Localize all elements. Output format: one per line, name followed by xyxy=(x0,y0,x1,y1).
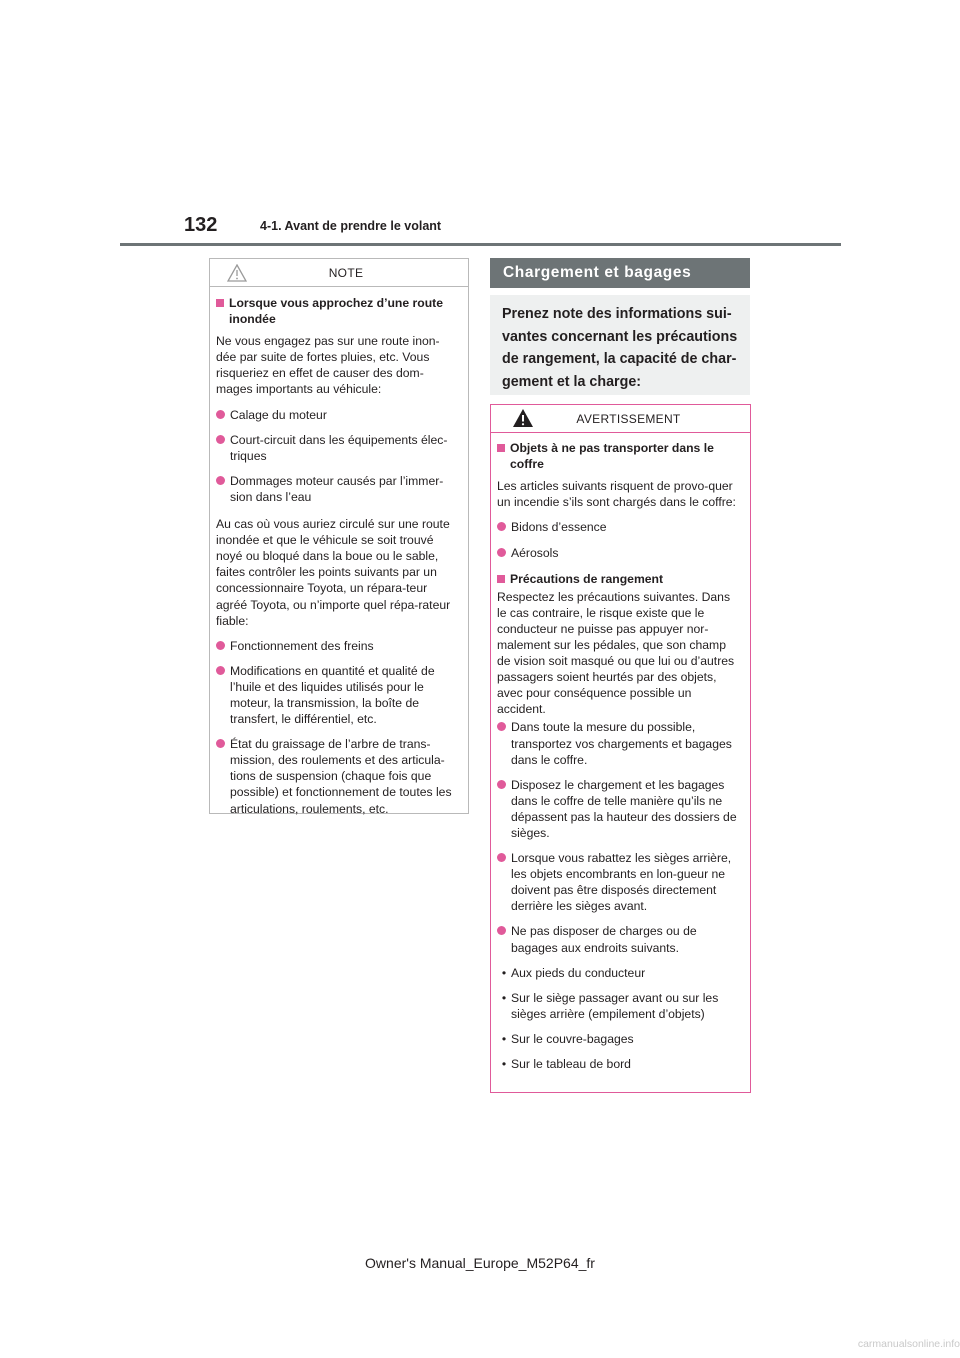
list-item: État du graissage de l’arbre de trans-mission, des roulements et des articula-tions de suspension (chaque fois que possible) et fonctionnement de toutes les articulations, roulements, etc. xyxy=(216,736,456,816)
list-item: Lorsque vous rabattez les sièges arrière, les objets encombrants en lon-gueur ne doivent pas être disposés directement derrière les sièges avant. xyxy=(497,850,740,914)
round-bullet-icon xyxy=(216,476,225,485)
round-bullet-icon xyxy=(216,666,225,675)
note-title: NOTE xyxy=(328,265,364,280)
page-number: 132 xyxy=(184,214,218,236)
header-rule xyxy=(120,243,841,246)
round-bullet-icon xyxy=(497,926,506,935)
note-paragraph: Au cas où vous auriez circulé sur une route inondée et que le véhicule se soit trouvé noyé ou bloqué dans la boue ou le sable, faites contrôler les points suivants par un concessionnaire Toyota, un répara-teur agréé Toyota, ou n’importe quel répa-rateur fiable: xyxy=(216,517,451,628)
list-item: Fonctionnement des freins xyxy=(216,638,456,654)
warning-title: AVERTISSEMENT xyxy=(576,411,681,426)
round-bullet-icon xyxy=(216,739,225,748)
section-title-bar: Chargement et bagages xyxy=(490,258,750,288)
warning-text: Les articles suivants risquent de provo-quer un incendie s’ils sont chargés dans le coffre: xyxy=(497,479,736,510)
round-bullet-icon xyxy=(497,853,506,862)
sub-list-item: • Aux pieds du conducteur xyxy=(501,965,646,980)
round-bullet-icon xyxy=(497,522,506,531)
list-item: Dans toute la mesure du possible, transportez vos chargements et bagages dans le coffre. xyxy=(497,719,740,767)
round-bullet-icon xyxy=(216,410,225,419)
warning-box-title-bar xyxy=(491,405,750,433)
square-bullet-icon xyxy=(497,575,505,583)
list-item: Bidons d’essence xyxy=(497,519,740,535)
warning-heading: Objets à ne pas transporter dans le coffre xyxy=(497,440,740,472)
sub-list-item: • Sur le tableau de bord xyxy=(501,1057,631,1071)
watermark: carmanualsonline.info xyxy=(857,1338,960,1350)
list-item: Ne pas disposer de charges ou de bagages aux endroits suivants. xyxy=(497,923,740,955)
note-intro: Ne vous engagez pas sur une route inon-dée par suite de fortes pluies, etc. Vous risqueriez en effet de causer des dom-mages importants au véhicule: xyxy=(216,334,440,397)
caution-outline-icon xyxy=(227,264,247,282)
list-item: Modifications en quantité et qualité de l’huile et des liquides utilisés pour le moteur, la transmission, la boîte de transfert, le différentiel, etc. xyxy=(216,663,456,727)
warning-text: Respectez les précautions suivantes. Dans le cas contraire, le risque existe que le conducteur ne puisse pas appuyer nor-malement sur les pédales, que son champ de vision soit masqué ou que lui ou d’autres passagers soient heurtés par des objets, avec pour conséquence possible un accident. xyxy=(497,589,735,717)
page-footer: Owner's Manual_Europe_M52P64_fr xyxy=(365,1255,595,1271)
sub-list-item: • Sur le couvre-bagages xyxy=(501,1031,634,1046)
round-bullet-icon xyxy=(497,780,506,789)
square-bullet-icon xyxy=(497,444,505,452)
list-item: Calage du moteur xyxy=(216,407,456,423)
list-item: Dommages moteur causés par l’immer-sion dans l’eau xyxy=(216,473,456,505)
round-bullet-icon xyxy=(497,722,506,731)
section-intro: Prenez note des informations sui-vantes concernant les précautions de rangement, la capacité de char-gement et la charge: xyxy=(490,295,750,395)
list-item: Court-circuit dans les équipements élec-triques xyxy=(216,432,456,464)
warning-box xyxy=(490,404,751,1093)
note-box xyxy=(209,258,469,814)
warning-triangle-icon xyxy=(512,408,534,428)
section-header: 4-1. Avant de prendre le volant xyxy=(260,219,442,233)
note-heading: Lorsque vous approchez d’une route inondée xyxy=(216,295,456,327)
warning-heading: Précautions de rangement xyxy=(497,571,740,587)
list-item: Aérosols xyxy=(497,545,740,561)
list-item: Disposez le chargement et les bagages dans le coffre de telle manière qu’ils ne dépassent pas la hauteur des dossiers de sièges. xyxy=(497,777,740,841)
note-box-title-bar xyxy=(210,259,468,287)
round-bullet-icon xyxy=(497,548,506,557)
square-bullet-icon xyxy=(216,299,224,307)
round-bullet-icon xyxy=(216,641,225,650)
sub-list-item: • Sur le siège passager avant ou sur les sièges arrière (empilement d’objets) xyxy=(501,990,719,1021)
round-bullet-icon xyxy=(216,435,225,444)
